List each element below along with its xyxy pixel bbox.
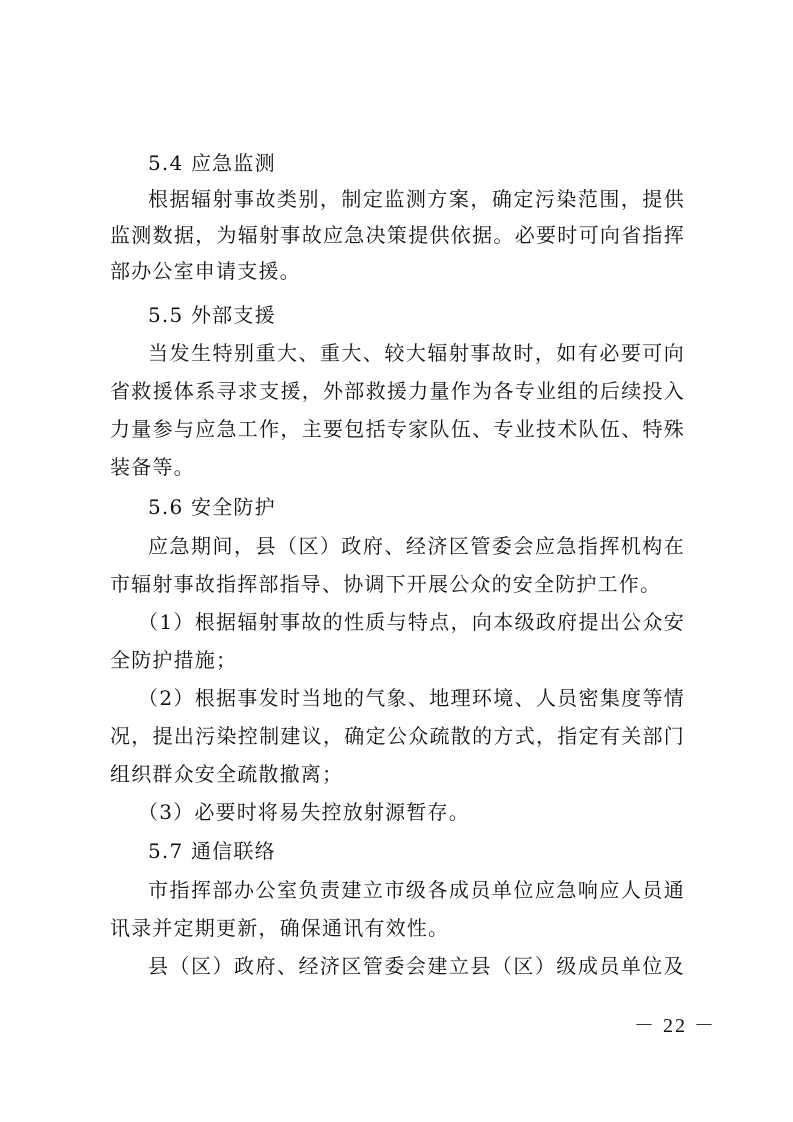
- paragraph-line: 部办公室申请支援。: [110, 259, 301, 283]
- paragraph-line: 县（区）政府、经济区管委会建立县（区）级成员单位及: [148, 954, 685, 978]
- paragraph-line: 市指挥部办公室负责建立市级各成员单位应急响应人员通: [148, 878, 685, 902]
- paragraph-line: 装备等。: [110, 455, 195, 479]
- list-item-1-line: （1）根据辐射事故的性质与特点，向本级政府提出公众安: [138, 610, 685, 634]
- paragraph-line: 市辐射事故指挥部指导、协调下开展公众的安全防护工作。: [110, 572, 662, 596]
- section-heading-5-7: 5.7 通信联络: [148, 839, 276, 863]
- paragraph-line: 省救援体系寻求支援，外部救援力量作为各专业组的后续投入: [110, 379, 685, 403]
- paragraph-line: 当发生特别重大、重大、较大辐射事故时，如有必要可向: [148, 341, 685, 365]
- paragraph-line: 根据辐射事故类别，制定监测方案，确定污染范围，提供: [148, 187, 685, 211]
- section-heading-5-6: 5.6 安全防护: [148, 495, 276, 519]
- page-number: － 22 －: [634, 1015, 716, 1037]
- paragraph-line: 应急期间，县（区）政府、经济区管委会应急指挥机构在: [148, 534, 685, 558]
- list-item-2-line: 况，提出污染控制建议，确定公众疏散的方式，指定有关部门: [110, 724, 685, 748]
- section-heading-5-4: 5.4 应急监测: [148, 151, 276, 175]
- section-heading-5-5: 5.5 外部支援: [148, 303, 276, 327]
- list-item-3-line: （3）必要时将易失控放射源暂存。: [138, 800, 470, 824]
- list-item-1-line: 全防护措施；: [110, 648, 238, 672]
- list-item-2-line: （2）根据事发时当地的气象、地理环境、人员密集度等情: [138, 686, 685, 710]
- paragraph-line: 力量参与应急工作，主要包括专家队伍、专业技术队伍、特殊: [110, 417, 685, 441]
- paragraph-line: 讯录并定期更新，确保通讯有效性。: [110, 916, 450, 940]
- list-item-2-line: 组织群众安全疏散撤离；: [110, 762, 344, 786]
- paragraph-line: 监测数据，为辐射事故应急决策提供依据。必要时可向省指挥: [110, 223, 685, 247]
